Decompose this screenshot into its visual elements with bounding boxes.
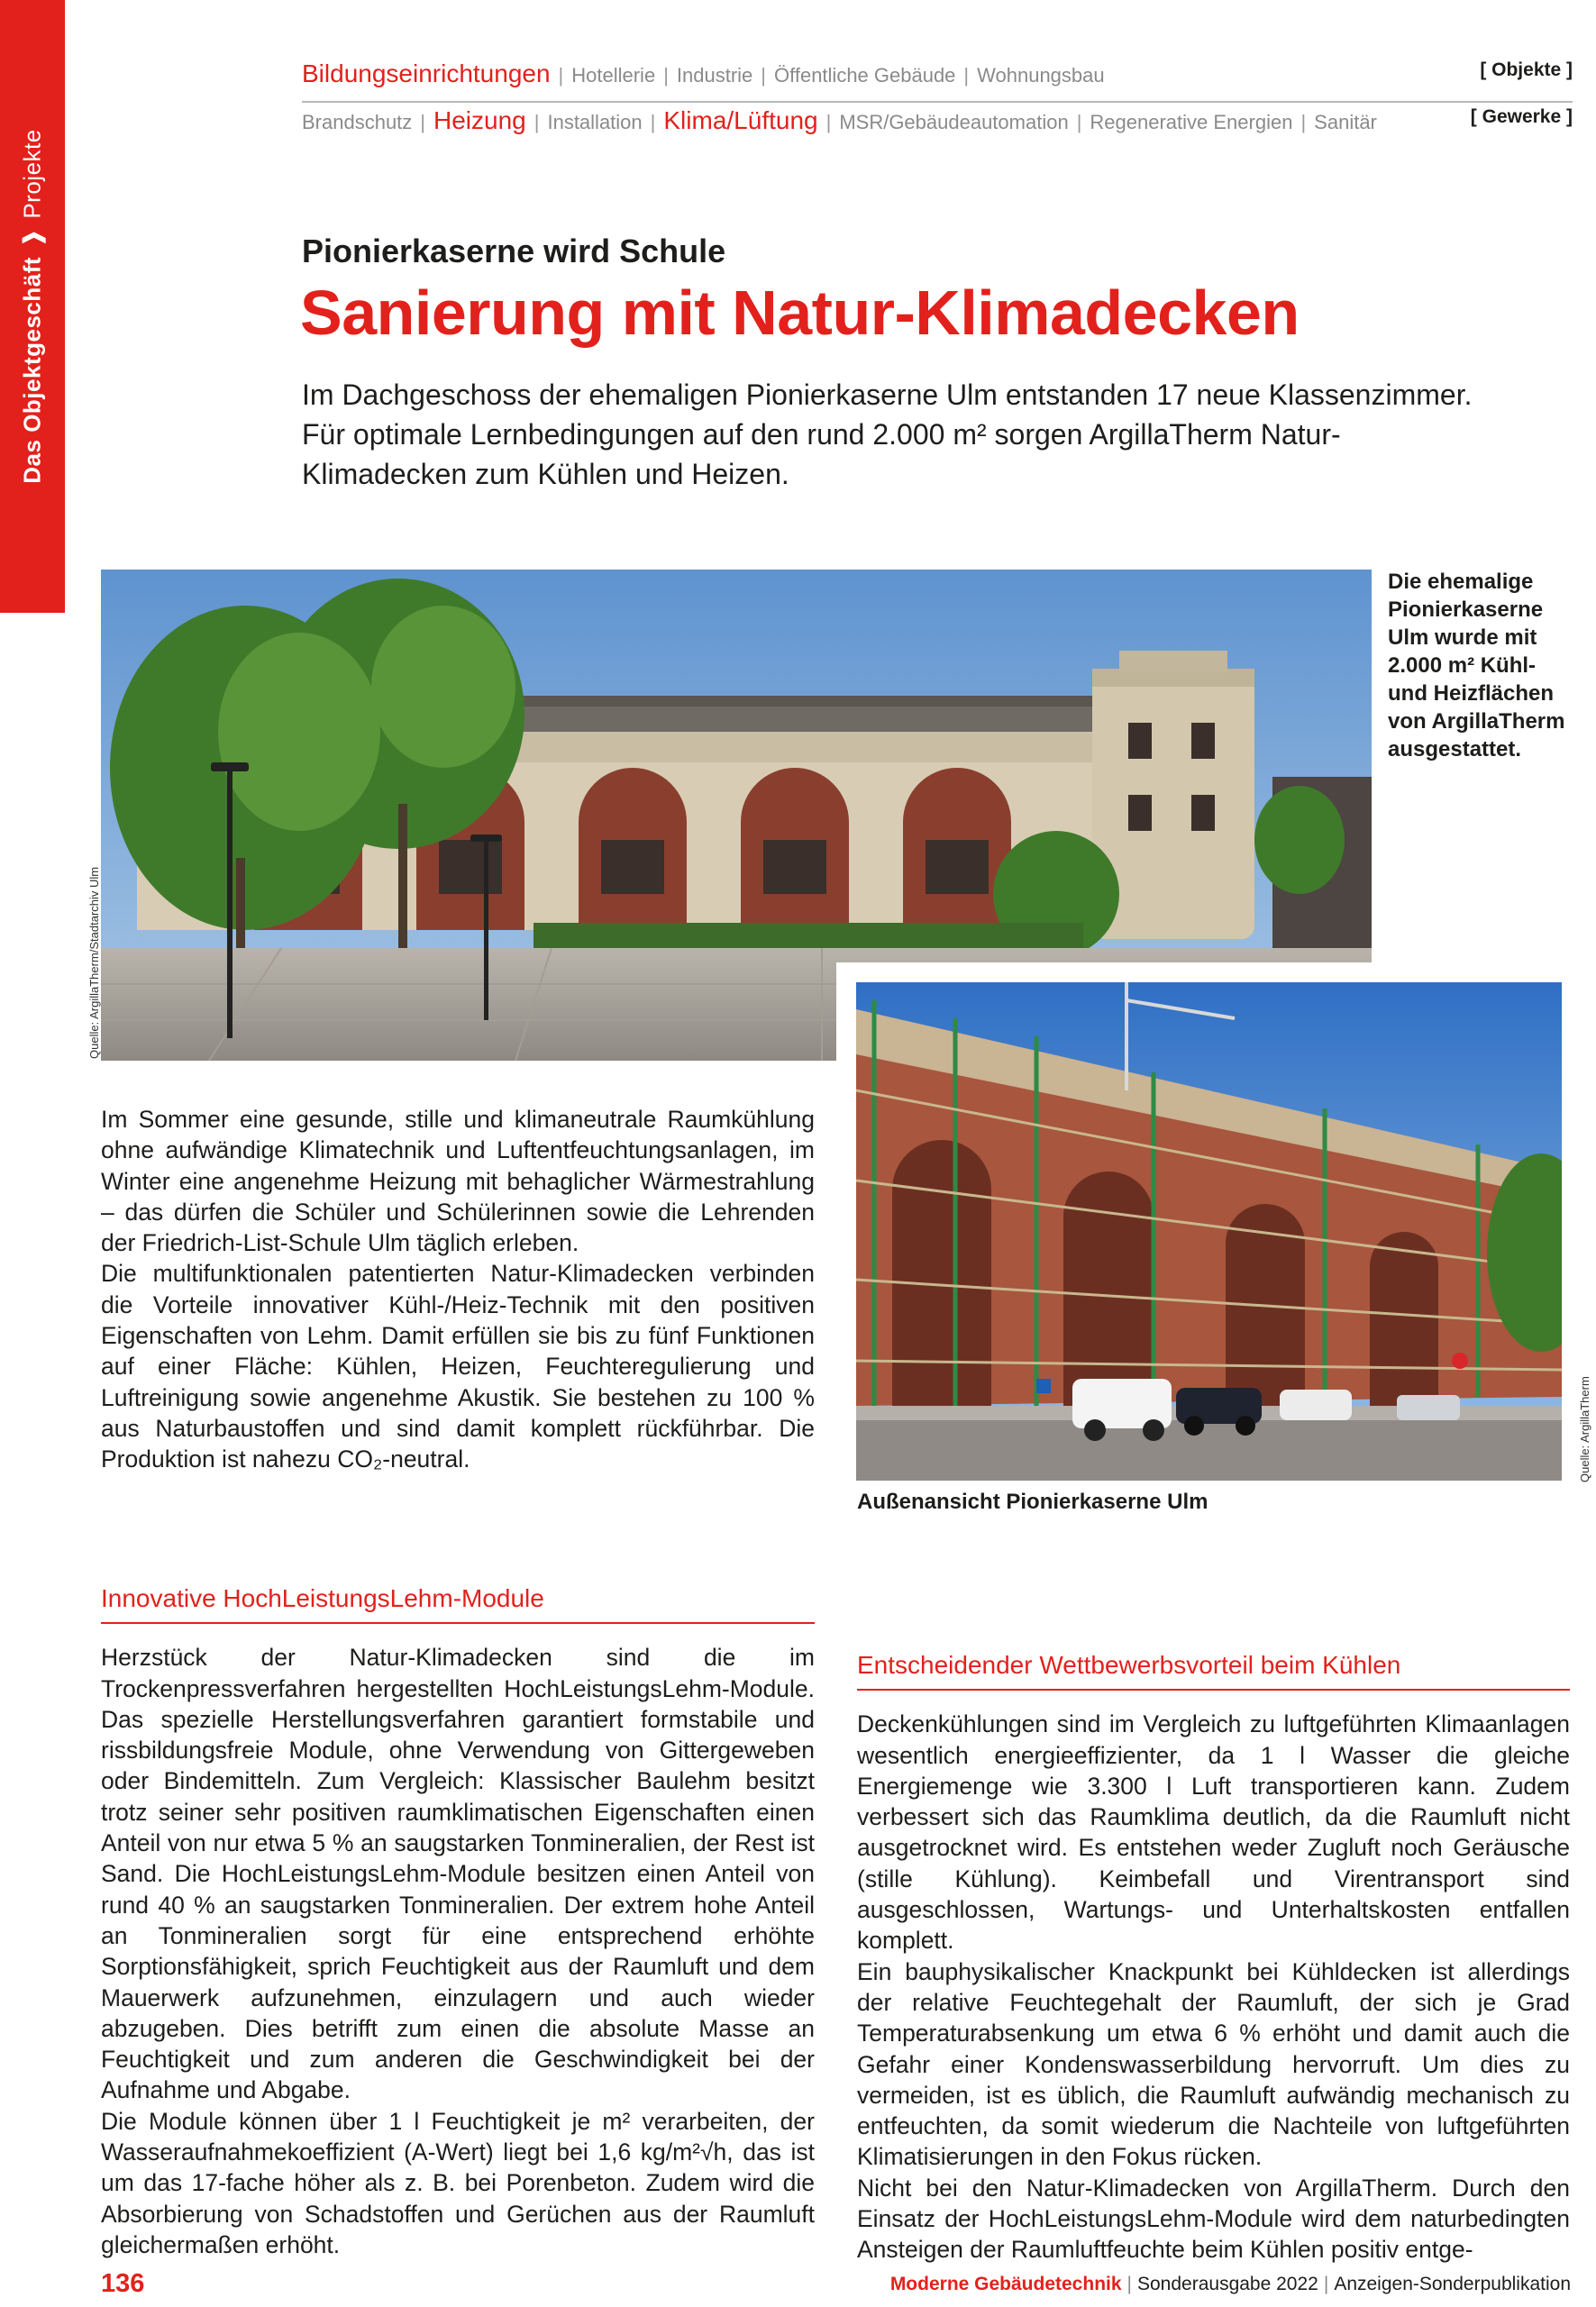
section-heading: Entscheidender Wettbewerbsvorteil beim Kühlen xyxy=(857,1650,1570,1691)
body-paragraph: Ein bauphysikalischer Knackpunkt bei Kühldecken ist allerdings der relative Feuchtegehalt der Raumluft, der sich je Grad Temperaturabsenkung um etwa 6 % erhöht und damit auch die Gefahr einer Kondenswasserbildung hervorruft. Um dies zu vermeiden, ist es üblich, die Raumluft aufwändig mechanisch zu entfeuchten, da somit wiederum die Nachteile von luftgeführten Klimatisierungen in den Fokus rücken. xyxy=(857,1957,1570,2171)
body-paragraph: Herzstück der Natur-Klimadecken sind die im Trockenpressverfahren hergestellten HochLeistungsLehm-Module. Das spezielle Herstellungsverfahren garantiert formstabile und rissbildungsfreie Module, ohne Verwendung von Gittergeweben oder Bindemitteln. Zum Vergleich: Klassischer Baulehm besitzt trotz seiner sehr positiven raumklimatischen Eigenschaften einen Anteil von nur etwa 5 % an saugstarken Tonmineralien, der Rest ist Sand. Die HochLeistungsLehm-Module besitzen einen Anteil von rund 40 % an saugstarken Tonmineralien. Der extrem hohe Anteil an Tonmineralien sorgt für eine entsprechend erhöhte Sorptionsfähigkeit, sprich Feuchtigkeit aus der Raumluft und dem Mauerwerk aufzunehmen, einzulagern und auch wieder abzugeben. Dies betrifft zum einen die absolute Masse an Feuchtigkeit und zum anderen die Geschwindigkeit bei der Aufnahme und Abgabe. xyxy=(101,1644,815,2104)
exterior-photo xyxy=(856,982,1562,1481)
section-tab xyxy=(0,0,65,613)
nav-item-installation[interactable]: Installation xyxy=(547,111,643,133)
section-tab-label xyxy=(19,129,47,483)
article-kicker: Pionierkaserne wird Schule xyxy=(302,233,726,269)
nav-item-sanitaer[interactable]: Sanitär xyxy=(1314,111,1377,133)
publication-note: Anzeigen-Sonderpublikation xyxy=(1334,2274,1571,2294)
body-paragraph: Nicht bei den Natur-Klimadecken von ArgillaTherm. Durch den Einsatz der HochLeistungsLehm-Module wird dem naturbedingten Ansteigen der Raumluftfeuchte beim Kühlen positiv entge- xyxy=(857,2174,1570,2264)
nav-item-oeffentliche-gebaeude[interactable]: Öffentliche Gebäude xyxy=(774,64,956,87)
chevron-right-icon: ❱ xyxy=(18,227,46,248)
section-heading: Innovative HochLeistungsLehm-Module xyxy=(101,1583,815,1624)
article-headline: Sanierung mit Natur-Klimadecken xyxy=(300,278,1300,348)
nav-item-heizung[interactable]: Heizung xyxy=(433,106,526,134)
intro-text xyxy=(101,1104,815,1475)
section-hochleistungslehm xyxy=(101,1583,815,2260)
body-paragraph: Deckenkühlungen sind im Vergleich zu luftgeführten Klimaanlagen wesentlich energieeffizienter, da 1 l Wasser die gleiche Energiemenge wie 3.300 l Luft transportieren kann. Zudem verbessert sich das Raumklima deutlich, da die Raumluft nicht ausgetrocknet wird. Es entstehen weder Zugluft noch Geräusche (stille Kühlung). Keimbefall und Virentransport sind ausgeschlossen, Wartungs- und Unterhaltskosten entfallen komplett. xyxy=(857,1710,1570,1955)
nav-item-msr-gebaeudeautomation[interactable]: MSR/Gebäudeautomation xyxy=(839,111,1069,133)
gewerke-label: [ Gewerke ] xyxy=(1470,106,1573,127)
gewerke-nav: Brandschutz | Heizung | Installation | Klima/Lüftung | MSR/Gebäudeautomation | Regenerative Energien | Sanitär [ Gewerke ] xyxy=(302,106,1573,134)
body-paragraph: Die Module können über 1 l Feuchtigkeit je m² verarbeiten, der Wasseraufnahmekoeffizient (A-Wert) liegt bei 1,6 kg/m²√h, das ist um das 17-fache höher als z. B. bei Porenbeton. Zudem wird die Absorbierung von Schadstoffen und Gerüchen aus der Raumluft gleichermaßen erhöht. xyxy=(101,2107,815,2258)
nav-item-hotellerie[interactable]: Hotellerie xyxy=(571,64,656,87)
footer-imprint: Moderne Gebäudetechnik | Sonderausgabe 2022 | Anzeigen-Sonderpublikation xyxy=(889,2274,1571,2294)
nav-item-brandschutz[interactable]: Brandschutz xyxy=(302,111,413,133)
photo-2-credit: Quelle: ArgillaTherm xyxy=(1578,1376,1591,1482)
nav-item-industrie[interactable]: Industrie xyxy=(676,64,753,87)
nav-item-klima-lueftung[interactable]: Klima/Lüftung xyxy=(663,106,818,134)
magazine-name: Moderne Gebäudetechnik xyxy=(889,2274,1122,2294)
subsection-name: Projekte xyxy=(18,129,46,219)
intro-paragraph: Die multifunktionalen patentierten Natur-Klimadecken verbinden die Vorteile innovativer Kühl-/Heiz-Technik mit den positiven Eigenschaften von Lehm. Damit erfüllen sie bis zu fünf Funktionen auf einer Fläche: Kühlen, Heizen, Feuchteregulierung und Luftreinigung sowie angenehme Akustik. Sie bestehen zu 100 % aus Naturbaustoffen und sind damit komplett rückführbar. Die Produktion ist nahezu CO₂-neutral. xyxy=(101,1260,815,1473)
nav-item-wohnungsbau[interactable]: Wohnungsbau xyxy=(977,64,1105,87)
edition: Sonderausgabe 2022 xyxy=(1137,2274,1318,2294)
nav-item-regenerative-energien[interactable]: Regenerative Energien xyxy=(1090,111,1293,133)
section-name: Das Objektgeschäft xyxy=(18,256,46,484)
article-lead: Im Dachgeschoss der ehemaligen Pionierkaserne Ulm entstanden 17 neue Klassenzimmer. Für optimale Lernbedingungen auf den rund 2.000 m² sorgen ArgillaTherm Natur-Klimadecken zum Kühlen und Heizen. xyxy=(302,378,1473,490)
page-number: 136 xyxy=(101,2269,145,2298)
objekte-label: [ Objekte ] xyxy=(1480,59,1573,80)
exterior-photo-frame xyxy=(836,962,1577,1481)
objekte-nav: Bildungseinrichtungen | Hotellerie | Industrie | Öffentliche Gebäude | Wohnungsbau [ Objekte ] xyxy=(302,59,1573,103)
photo-2-caption: Außenansicht Pionierkaserne Ulm xyxy=(857,1490,1208,1514)
photo-1-credit: Quelle: ArgillaTherm/Stadtarchiv Ulm xyxy=(87,866,101,1059)
photo-1-caption: Die ehemalige Pionierkaserne Ulm wurde mit 2.000 m² Kühl- und Heizflächen von ArgillaTherm ausgestattet. xyxy=(1388,570,1565,761)
nav-item-bildungseinrichtungen[interactable]: Bildungseinrichtungen xyxy=(302,59,551,87)
section-kuehlen xyxy=(857,1650,1570,2266)
intro-paragraph: Im Sommer eine gesunde, stille und klimaneutrale Raumkühlung ohne aufwändige Klimatechnik und Luftentfeuchtungsanlagen, im Winter eine angenehme Heizung mit behaglicher Wärmestrahlung – das dürfen die Schüler und Schülerinnen sowie die Lehrenden der Friedrich-List-Schule Ulm täglich erleben. xyxy=(101,1106,815,1257)
